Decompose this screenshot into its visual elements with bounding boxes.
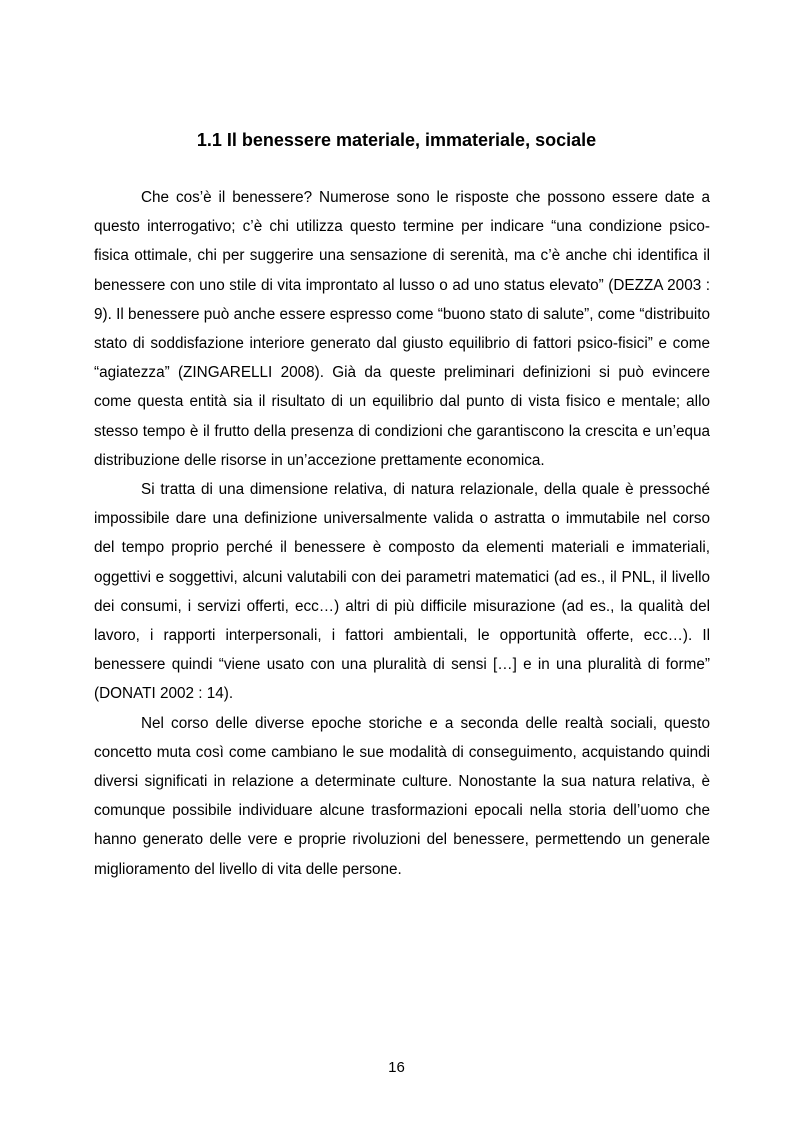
body-text [94,183,710,884]
paragraph-2: Si tratta di una dimensione relativa, di natura relazionale, della quale è pressoché impossibile dare una definizione universalmente valida o astratta o immutabile nel corso del tempo proprio perché il benessere è composto da elementi materiali e immateriali, oggettivi e soggettivi, alcuni valutabili con dei parametri matematici (ad es., il PNL, il livello dei consumi, i servizi offerti, ecc…) altri di più difficile misurazione (ad es., la qualità del lavoro, i rapporti interpersonali, i fattori ambientali, le opportunità offerte, ecc…). Il benessere quindi “viene usato con una pluralità di sensi […] e in una pluralità di forme” (DONATI 2002 : 14). [94,481,710,703]
page-number: 16 [388,1059,405,1076]
section-title: 1.1 Il benessere materiale, immateriale, sociale [196,130,597,150]
paragraph-1: Che cos’è il benessere? Numerose sono le risposte che possono essere date a questo interrogativo; c’è chi utilizza questo termine per indicare “una condizione psico-fisica ottimale, chi per suggerire una sensazione di serenità, ma c’è anche chi identifica il benessere con uno stile di vita improntato al lusso o ad uno status elevato” (DEZZA 2003 : 9). Il benessere può anche essere espresso come “buono stato di salute”, come “distribuito stato di soddisfazione interiore generato dal giusto equilibrio di fattori psico-fisici” e come “agiatezza” (ZINGARELLI 2008). Già da queste preliminari definizioni si può evincere come questa entità sia il risultato di un equilibrio dal punto di vista fisico e mentale; allo stesso tempo è il frutto della presenza di condizioni che garantiscono la crescita e un’equa distribuzione delle risorse in un’accezione prettamente economica. [94,189,710,469]
paragraph-3: Nel corso delle diverse epoche storiche e a seconda delle realtà sociali, questo concetto muta così come cambiano le sue modalità di conseguimento, acquistando quindi diversi significati in relazione a determinate culture. Nonostante la sua natura relativa, è comunque possibile individuare alcune trasformazioni epocali nella storia dell’uomo che hanno generato delle vere e proprie rivoluzioni del benessere, permettendo un generale miglioramento del livello di vita delle persone. [94,714,710,878]
